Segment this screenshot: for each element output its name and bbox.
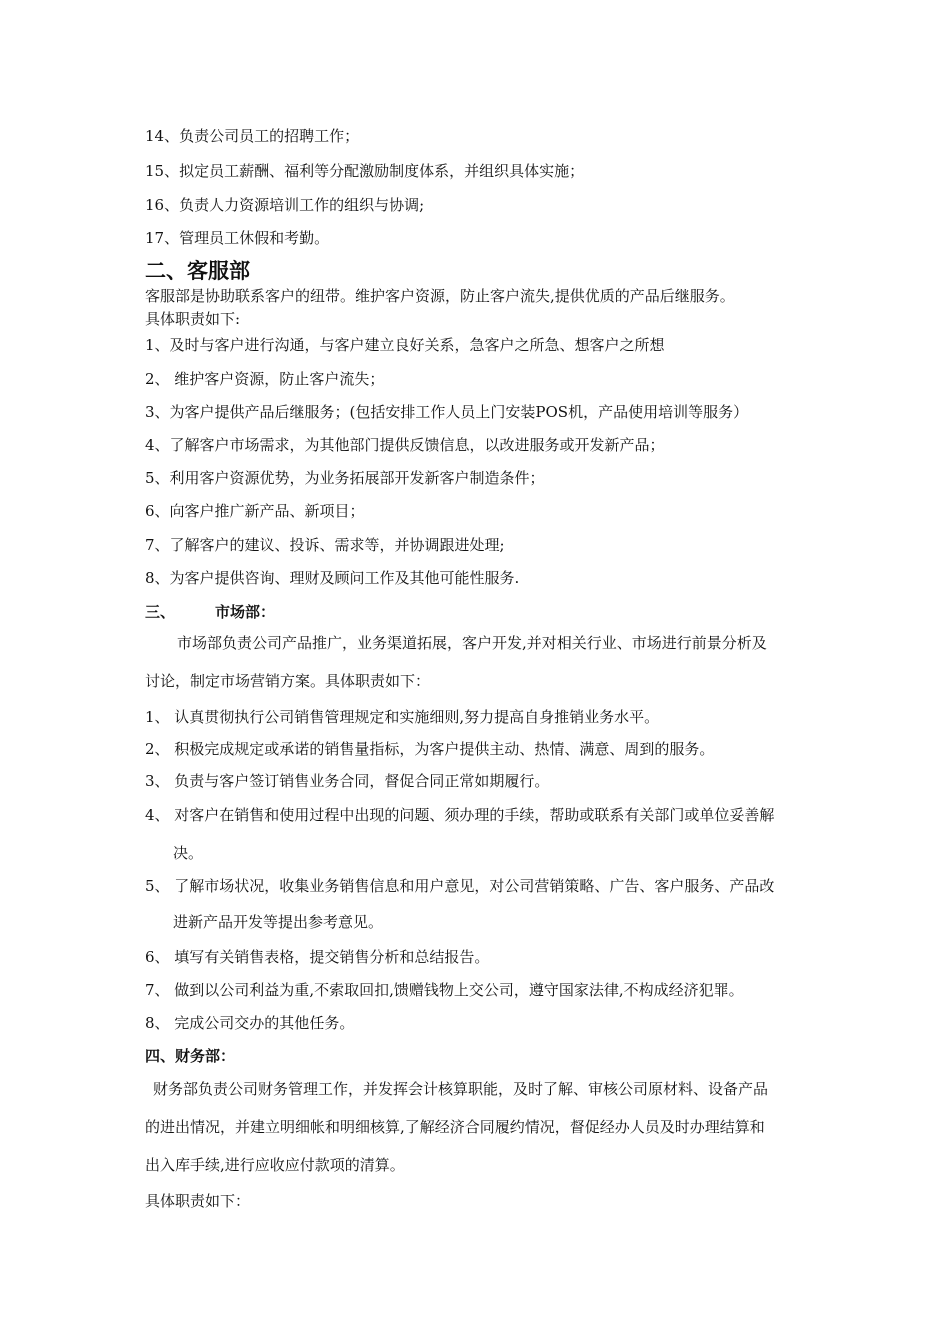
cs-item-1: 1、及时与客户进行沟通，与客户建立良好关系，急客户之所急、想客户之所想 <box>145 336 665 354</box>
hr-item-17: 17、管理员工休假和考勤。 <box>145 229 330 247</box>
hr-item-15: 15、拟定员工薪酬、福利等分配激励制度体系，并组织具体实施； <box>145 162 585 180</box>
cs-item-6: 6、向客户推广新产品、新项目； <box>145 502 365 520</box>
fin-intro-line2: 的进出情况，并建立明细帐和明细核算,了解经济合同履约情况，督促经办人员及时办理结算和 <box>145 1118 765 1136</box>
fin-intro-line3: 出入库手续,进行应收应付款项的清算。 <box>145 1156 405 1174</box>
mkt-item-8: 8、 完成公司交办的其他任务。 <box>145 1014 355 1032</box>
fin-heading: 四、财务部： <box>145 1047 236 1065</box>
fin-duties-label: 具体职责如下： <box>145 1192 251 1210</box>
mkt-item-5: 5、 了解市场状况，收集业务销售信息和用户意见，对公司营销策略、广告、客户服务、产品改 <box>145 877 775 895</box>
mkt-item-3: 3、 负责与客户签订销售业务合同，督促合同正常如期履行。 <box>145 772 550 790</box>
mkt-item-1: 1、 认真贯彻执行公司销售管理规定和实施细则,努力提高自身推销业务水平。 <box>145 708 660 726</box>
cs-item-7: 7、了解客户的建议、投诉、需求等，并协调跟进处理; <box>145 536 505 554</box>
mkt-item-2: 2、 积极完成规定或承诺的销售量指标，为客户提供主动、热情、满意、周到的服务。 <box>145 740 715 758</box>
hr-item-14: 14、负责公司员工的招聘工作； <box>145 127 360 145</box>
mkt-heading-title: 市场部： <box>215 603 276 621</box>
mkt-heading-num: 三、 <box>145 603 176 621</box>
cs-item-4: 4、了解客户市场需求，为其他部门提供反馈信息，以改进服务或开发新产品； <box>145 436 665 454</box>
mkt-item-5-cont: 进新产品开发等提出参考意见。 <box>173 913 384 931</box>
fin-intro-line1: 财务部负责公司财务管理工作，并发挥会计核算职能，及时了解、审核公司原材料、设备产品 <box>153 1080 769 1098</box>
mkt-item-4-cont: 决。 <box>173 844 204 862</box>
cs-duties-label: 具体职责如下: <box>145 310 241 328</box>
cs-heading: 二、客服部 <box>145 259 250 283</box>
mkt-intro-line1: 市场部负责公司产品推广，业务渠道拓展，客户开发,并对相关行业、市场进行前景分析及 <box>177 634 767 652</box>
cs-intro: 客服部是协助联系客户的纽带。维护客户资源，防止客户流失,提供优质的产品后继服务。 <box>145 287 735 305</box>
cs-item-5: 5、利用客户资源优势，为业务拓展部开发新客户制造条件； <box>145 469 545 487</box>
cs-item-8: 8、为客户提供咨询、理财及顾问工作及其他可能性服务. <box>145 569 520 587</box>
mkt-item-7: 7、 做到以公司利益为重,不索取回扣,馈赠钱物上交公司，遵守国家法律,不构成经济犯罪。 <box>145 981 744 999</box>
mkt-intro-line2: 讨论，制定市场营销方案。具体职责如下： <box>145 672 431 690</box>
mkt-item-6: 6、 填写有关销售表格，提交销售分析和总结报告。 <box>145 948 490 966</box>
cs-item-3: 3、为客户提供产品后继服务；(包括安排工作人员上门安装POS机，产品使用培训等服务） <box>145 403 749 421</box>
mkt-item-4: 4、 对客户在销售和使用过程中出现的问题、须办理的手续，帮助或联系有关部门或单位妥善解 <box>145 806 775 824</box>
hr-item-16: 16、负责人力资源培训工作的组织与协调; <box>145 196 425 214</box>
cs-item-2: 2、 维护客户资源，防止客户流失； <box>145 370 385 388</box>
mkt-heading <box>145 602 275 622</box>
